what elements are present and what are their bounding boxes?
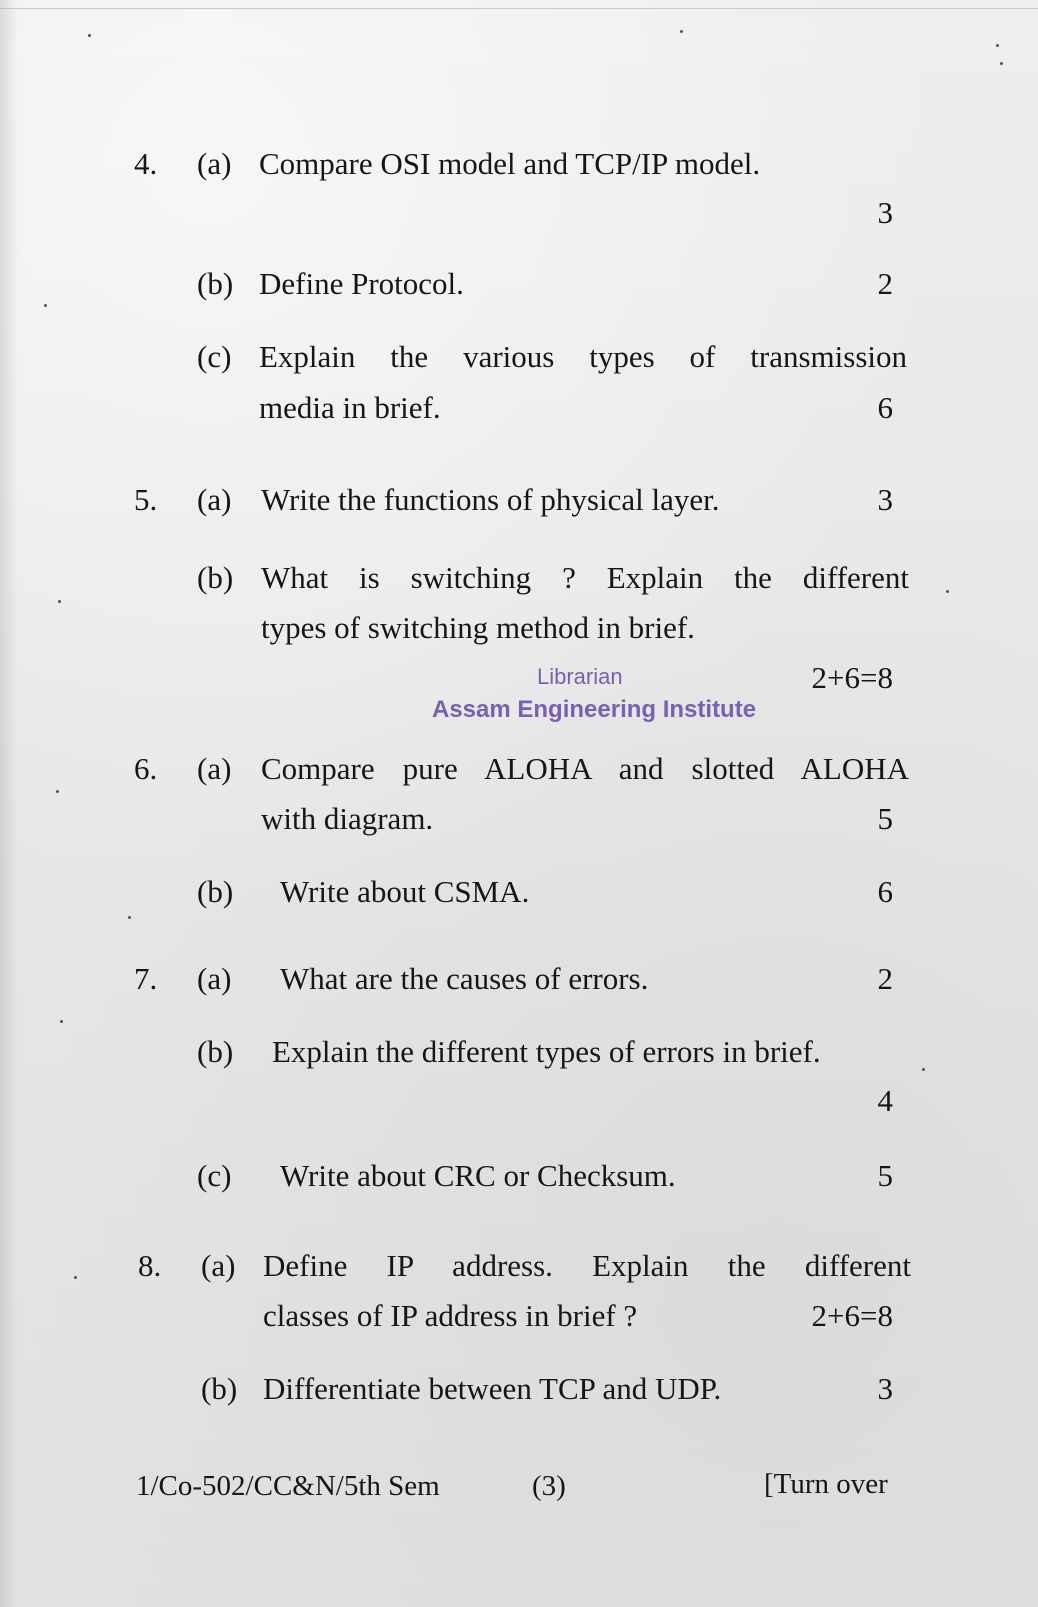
question-text: Compare pure ALOHA and slotted ALOHA bbox=[261, 751, 909, 786]
question-text: Compare OSI model and TCP/IP model. bbox=[259, 146, 761, 181]
question-text: classes of IP address in brief ? bbox=[263, 1298, 638, 1333]
marks-value: 4 bbox=[877, 1083, 893, 1118]
paper-code: 1/Co-502/CC&N/5th Sem bbox=[136, 1470, 440, 1502]
question-text: with diagram. bbox=[261, 801, 434, 836]
subquestion-label: (a) bbox=[201, 1248, 236, 1283]
question-text: Differentiate between TCP and UDP. bbox=[263, 1371, 722, 1406]
question-number: 8. bbox=[138, 1248, 162, 1283]
marks-value: 5 bbox=[877, 801, 893, 836]
scan-speck bbox=[60, 1020, 63, 1023]
subquestion-label: (a) bbox=[197, 961, 232, 996]
library-stamp-title: Librarian bbox=[537, 664, 623, 689]
question-text: Write about CSMA. bbox=[280, 874, 530, 909]
scan-speck bbox=[74, 1276, 77, 1279]
marks-value: 2 bbox=[877, 961, 893, 996]
marks-value: 3 bbox=[877, 1371, 893, 1406]
subquestion-label: (a) bbox=[197, 751, 232, 786]
question-text: Explain the different types of errors in brief. bbox=[272, 1034, 821, 1069]
question-text: Define IP address. Explain the different bbox=[263, 1248, 911, 1283]
subquestion-label: (b) bbox=[197, 266, 234, 301]
subquestion-label: (c) bbox=[197, 1158, 232, 1193]
marks-value: 3 bbox=[877, 195, 893, 230]
subquestion-label: (c) bbox=[197, 339, 232, 374]
question-text: media in brief. bbox=[259, 390, 441, 425]
scan-speck bbox=[922, 1068, 925, 1071]
marks-value: 6 bbox=[877, 390, 893, 425]
subquestion-label: (b) bbox=[197, 1034, 234, 1069]
scan-speck bbox=[128, 916, 131, 919]
question-text: Explain the various types of transmission bbox=[259, 339, 907, 374]
marks-value: 2 bbox=[877, 266, 893, 301]
scan-speck bbox=[946, 590, 949, 593]
question-number: 4. bbox=[134, 146, 158, 181]
scan-speck bbox=[58, 600, 61, 603]
top-edge-rule bbox=[0, 8, 1038, 9]
marks-value: 5 bbox=[877, 1158, 893, 1193]
subquestion-label: (b) bbox=[197, 560, 234, 595]
question-text: types of switching method in brief. bbox=[261, 610, 695, 645]
question-text: What is switching ? Explain the different bbox=[261, 560, 909, 595]
question-text: Define Protocol. bbox=[259, 266, 464, 301]
scan-speck bbox=[88, 34, 91, 37]
scan-speck bbox=[996, 44, 999, 47]
marks-value: 3 bbox=[877, 482, 893, 517]
marks-value: 2+6=8 bbox=[811, 660, 893, 695]
scan-speck bbox=[1000, 62, 1003, 65]
turn-over-note: [Turn over bbox=[764, 1468, 888, 1500]
subquestion-label: (b) bbox=[197, 874, 234, 909]
scan-speck bbox=[680, 30, 683, 33]
subquestion-label: (a) bbox=[197, 482, 232, 517]
page-number: (3) bbox=[532, 1470, 566, 1502]
subquestion-label: (a) bbox=[197, 146, 232, 181]
question-number: 7. bbox=[134, 961, 158, 996]
marks-value: 6 bbox=[877, 874, 893, 909]
question-text: Write about CRC or Checksum. bbox=[280, 1158, 676, 1193]
library-stamp-institute: Assam Engineering Institute bbox=[432, 696, 757, 723]
scan-speck bbox=[56, 790, 59, 793]
marks-value: 2+6=8 bbox=[811, 1298, 893, 1333]
question-text: Write the functions of physical layer. bbox=[261, 482, 720, 517]
scan-speck bbox=[44, 304, 47, 307]
left-edge-shadow bbox=[0, 0, 18, 1607]
question-number: 6. bbox=[134, 751, 158, 786]
question-text: What are the causes of errors. bbox=[280, 961, 649, 996]
question-number: 5. bbox=[134, 482, 158, 517]
subquestion-label: (b) bbox=[201, 1371, 238, 1406]
